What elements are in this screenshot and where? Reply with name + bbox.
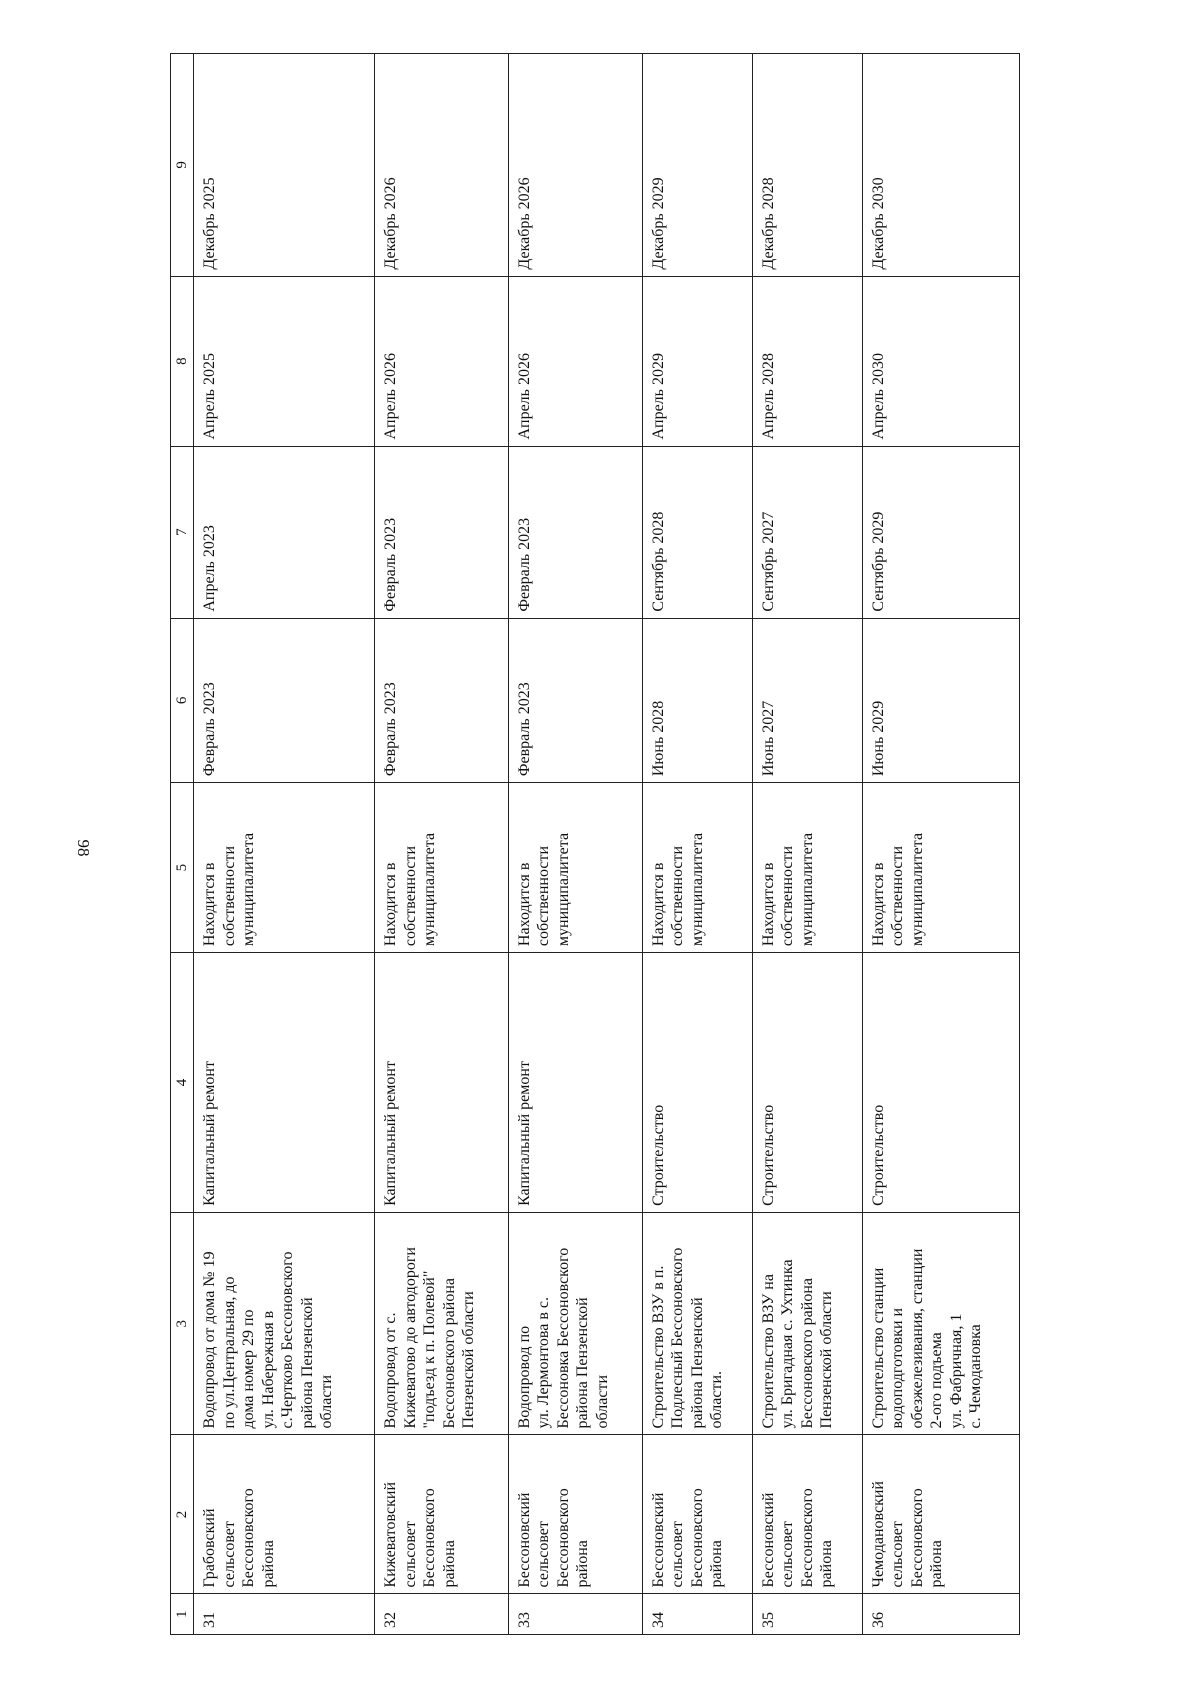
row-number: 35 [752, 1594, 862, 1635]
ownership-status: Находится в собственности муниципалитета [508, 783, 642, 953]
column-header-8: 8 [171, 276, 194, 446]
table-container [170, 53, 1020, 1635]
municipality: Бессоновский сельсовет Бессоновского района [508, 1435, 642, 1594]
work-type: Строительство [862, 953, 1019, 1213]
row-number: 33 [508, 1594, 642, 1635]
date-col-7: Апрель 2023 [194, 446, 375, 618]
row-number: 31 [194, 1594, 375, 1635]
page-number: 98 [74, 839, 93, 857]
work-type: Строительство [642, 953, 752, 1213]
date-col-7: Сентябрь 2028 [642, 446, 752, 618]
table-row [642, 54, 752, 1635]
date-col-9: Декабрь 2025 [194, 54, 375, 277]
date-col-9: Декабрь 2030 [862, 54, 1019, 277]
table-row [375, 54, 509, 1635]
work-type: Капитальный ремонт [508, 953, 642, 1213]
date-col-6: Февраль 2023 [508, 618, 642, 782]
date-col-6: Июнь 2028 [642, 618, 752, 782]
date-col-8: Апрель 2026 [508, 276, 642, 446]
object-description: Водопровод по ул. Лермонтова в с. Бессоновка Бессоновского района Пензенской области [508, 1212, 642, 1435]
date-col-6: Июнь 2027 [752, 618, 862, 782]
column-header-4: 4 [171, 953, 194, 1213]
date-col-8: Апрель 2025 [194, 276, 375, 446]
column-header-2: 2 [171, 1435, 194, 1594]
municipality: Бессоновский сельсовет Бессоновского района [642, 1435, 752, 1594]
date-col-9: Декабрь 2026 [508, 54, 642, 277]
date-col-6: Февраль 2023 [375, 618, 509, 782]
column-header-7: 7 [171, 446, 194, 618]
ownership-status: Находится в собственности муниципалитета [194, 783, 375, 953]
date-col-8: Апрель 2028 [752, 276, 862, 446]
row-number: 36 [862, 1594, 1019, 1635]
ownership-status: Находится в собственности муниципалитета [862, 783, 1019, 953]
object-description: Строительство ВЗУ на ул. Бригадная с. Ухтинка Бессоновского района Пензенской области [752, 1212, 862, 1435]
work-type: Капитальный ремонт [194, 953, 375, 1213]
table-row [508, 54, 642, 1635]
date-col-8: Апрель 2029 [642, 276, 752, 446]
date-col-7: Сентябрь 2027 [752, 446, 862, 618]
table-row [194, 54, 375, 1635]
rotated-table-frame [170, 53, 1020, 1635]
date-col-8: Апрель 2026 [375, 276, 509, 446]
ownership-status: Находится в собственности муниципалитета [375, 783, 509, 953]
work-type: Строительство [752, 953, 862, 1213]
object-description: Строительство станции водоподготовки и обезжелезивания, станции 2-ого подъема ул. Фабричная, 1 с. Чемодановка [862, 1212, 1019, 1435]
date-col-9: Декабрь 2029 [642, 54, 752, 277]
projects-table [170, 53, 1020, 1635]
municipality: Грабовский сельсовет Бессоновского района [194, 1435, 375, 1594]
header-row [171, 54, 194, 1635]
object-description: Водопровод от дома № 19 по ул.Центральная, до дома номер 29 по ул. Набережная в с.Чертково Бессоновского района Пензенской области [194, 1212, 375, 1435]
municipality: Кижеватовский сельсовет Бессоновского района [375, 1435, 509, 1594]
municipality: Бессоновский сельсовет Бессоновского района [752, 1435, 862, 1594]
date-col-7: Февраль 2023 [508, 446, 642, 618]
column-header-5: 5 [171, 783, 194, 953]
column-header-3: 3 [171, 1212, 194, 1435]
column-header-1: 1 [171, 1594, 194, 1635]
row-number: 32 [375, 1594, 509, 1635]
ownership-status: Находится в собственности муниципалитета [642, 783, 752, 953]
row-number: 34 [642, 1594, 752, 1635]
date-col-9: Декабрь 2026 [375, 54, 509, 277]
table-row [862, 54, 1019, 1635]
object-description: Строительство ВЗУ в п. Подлесный Бессоновского района Пензенской области. [642, 1212, 752, 1435]
date-col-6: Февраль 2023 [194, 618, 375, 782]
date-col-7: Сентябрь 2029 [862, 446, 1019, 618]
work-type: Капитальный ремонт [375, 953, 509, 1213]
ownership-status: Находится в собственности муниципалитета [752, 783, 862, 953]
date-col-9: Декабрь 2028 [752, 54, 862, 277]
date-col-8: Апрель 2030 [862, 276, 1019, 446]
column-header-9: 9 [171, 54, 194, 277]
column-header-6: 6 [171, 618, 194, 782]
date-col-7: Февраль 2023 [375, 446, 509, 618]
municipality: Чемодановский сельсовет Бессоновского района [862, 1435, 1019, 1594]
object-description: Водопровод от с. Кижеватово до автодороги "подъезд к п. Полевой" Бессоновского района Пензенской области [375, 1212, 509, 1435]
table-row [752, 54, 862, 1635]
date-col-6: Июнь 2029 [862, 618, 1019, 782]
